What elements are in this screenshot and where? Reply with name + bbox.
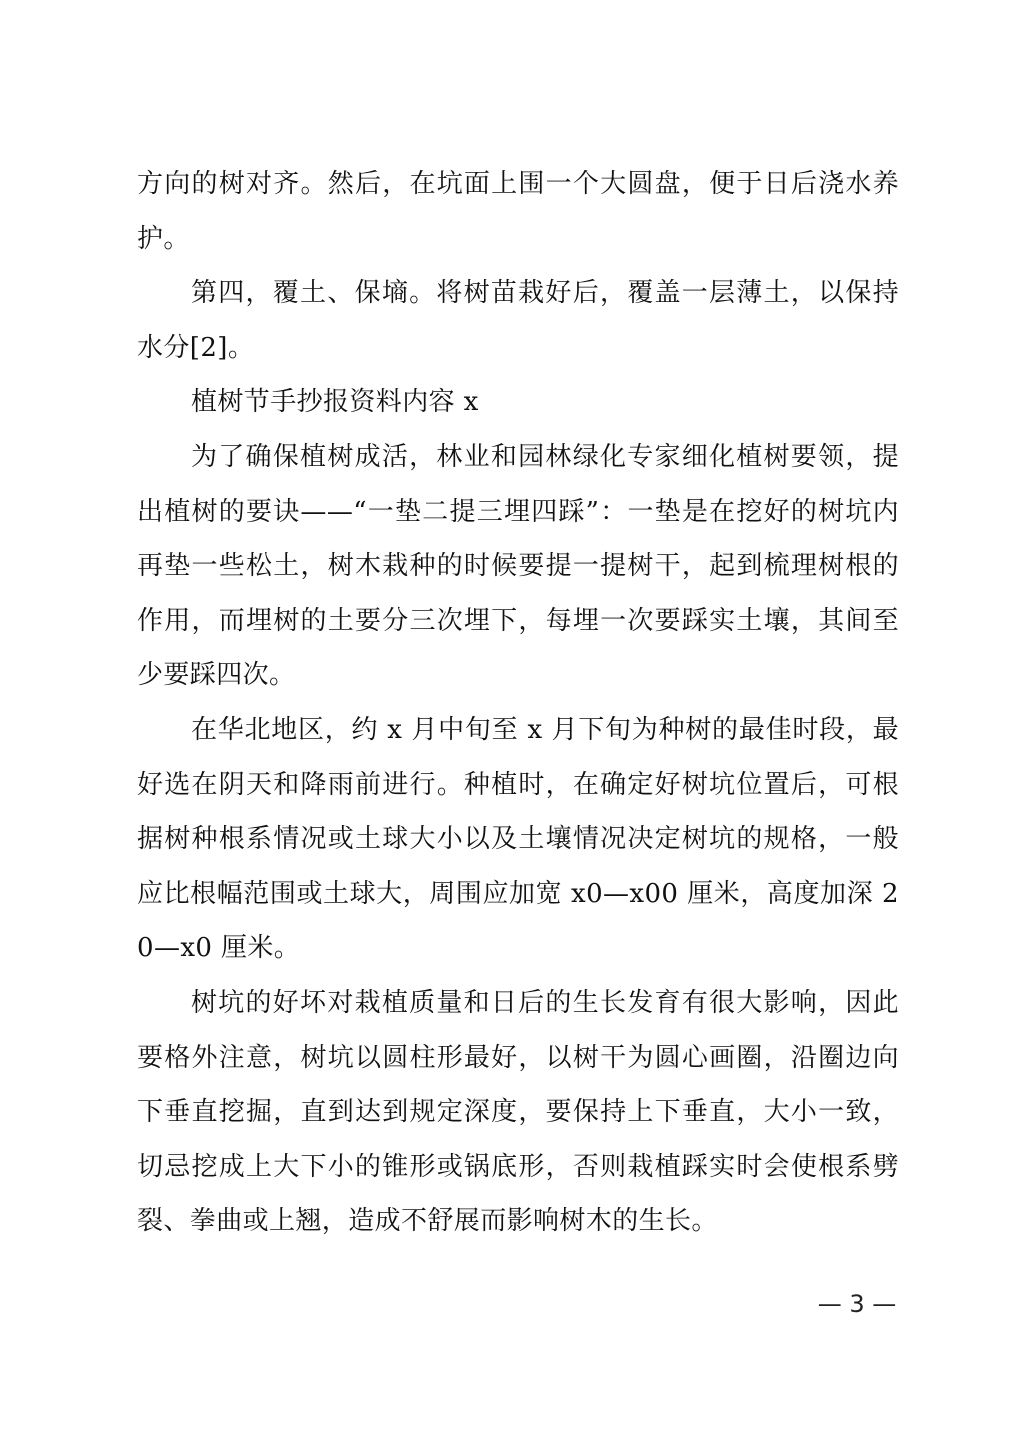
paragraph-tree-pit: 树坑的好坏对栽植质量和日后的生长发育有很大影响，因此要格外注意，树坑以圆柱形最好，以树干为圆心画圈，沿圈边向下垂直挖掘，直到达到规定深度，要保持上下垂直，大小一致，切忌挖成上大下小的锥形或锅底形，否则栽植踩实时会使根系劈裂、拳曲或上翘，造成不舒展而影响树木的生长。 [137, 987, 899, 1237]
section-heading: 植树节手抄报资料内容 x [191, 387, 479, 418]
paragraph-continuation: 方向的树对齐。然后，在坑面上围一个大圆盘，便于日后浇水养护。 [137, 169, 899, 254]
document-body [137, 157, 899, 1249]
paragraph-north-china: 在华北地区，约 x 月中旬至 x 月下旬为种树的最佳时段，最好选在阴天和降雨前进行。种植时，在确定好树坑位置后，可根据树种根系情况或土球大小以及土壤情况决定树坑的规格，一般应比根幅范围或土球大，周围应加宽 x0—x00 厘米，高度加深 20—x0 厘米。 [137, 714, 899, 964]
paragraph-planting-tips: 为了确保植树成活，林业和园林绿化专家细化植树要领，提出植树的要诀——“一垫二提三埋四踩”：一垫是在挖好的树坑内再垫一些松土，树木栽种的时候要提一提树干，起到梳理树根的作用，而埋树的土要分三次埋下，每埋一次要踩实土壤，其间至少要踩四次。 [137, 441, 899, 691]
page-number: — 3 — [817, 1290, 897, 1318]
paragraph-step-four: 第四，覆土、保墒。将树苗栽好后，覆盖一层薄土，以保持水分[2]。 [137, 278, 899, 363]
